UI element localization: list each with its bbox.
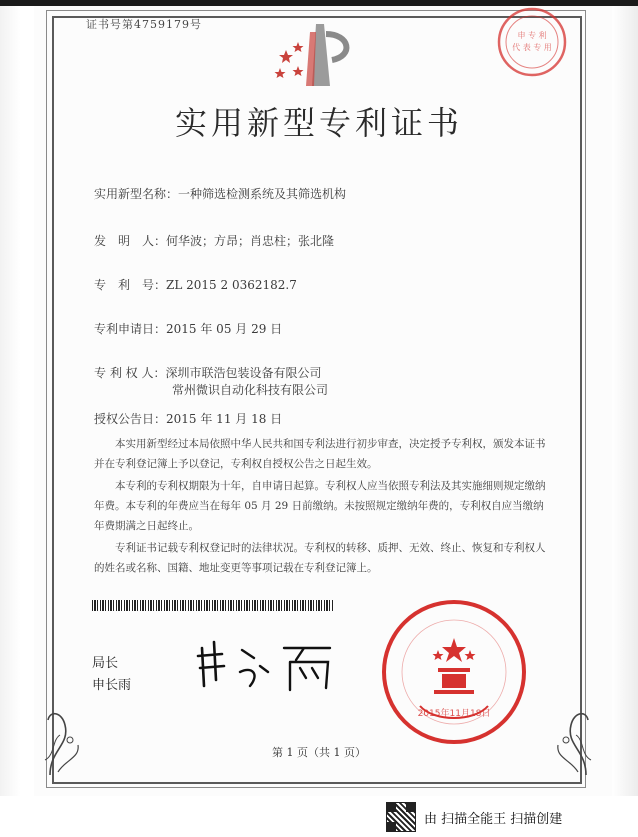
utility-model-name-row — [94, 185, 346, 202]
page-title: 实用新型专利证书 — [174, 104, 463, 142]
inventor-row — [94, 232, 334, 249]
certificate-number: 证书号第4759179号 — [86, 18, 202, 31]
director-signature — [192, 636, 342, 696]
page-footer: 第 1 页（共 1 页） — [272, 746, 366, 759]
seal-date: 2015年11月18日 — [417, 709, 491, 719]
patentee-value-1: 深圳市联浩包装设备有限公司 — [165, 366, 322, 380]
official-seal — [380, 598, 528, 746]
grant-date-value: 2015 年 11 月 18 日 — [166, 412, 283, 426]
application-date-row — [94, 320, 282, 337]
application-date-label: 专利申请日： — [94, 322, 167, 336]
svg-text:代 表 专 用: 代 表 专 用 — [512, 43, 552, 52]
left-background — [0, 6, 34, 796]
corner-ornament-bottom-right — [546, 700, 596, 780]
corner-ornament-bottom-left — [40, 700, 90, 780]
grant-date-row — [94, 410, 282, 427]
corner-stamp — [494, 6, 570, 78]
right-background — [612, 6, 638, 796]
grant-date-label: 授权公告日： — [94, 412, 167, 426]
barcode — [92, 600, 334, 611]
patentee-label: 专 利 权 人： — [94, 366, 166, 380]
inventor-label: 发 明 人： — [94, 234, 167, 248]
patentee-value-2: 常州微识自动化科技有限公司 — [172, 383, 329, 397]
director-title: 局长 — [92, 656, 119, 671]
application-date-value: 2015 年 05 月 29 日 — [166, 322, 283, 336]
patent-office-logo — [272, 20, 368, 90]
body-paragraph-1: 本实用新型经过本局依照中华人民共和国专利法进行初步审查，决定授予专利权，颁发本证书并在专利登记簿上予以登记，专利权自授权公告之日起生效。 — [94, 438, 546, 470]
patent-number-value: ZL 2015 2 0362182.7 — [166, 278, 297, 292]
utility-model-name-label: 实用新型名称： — [94, 187, 179, 201]
svg-text:申 专 利: 申 专 利 — [517, 31, 547, 40]
patentee-row — [94, 364, 321, 381]
utility-model-name-value: 一种筛选检测系统及其筛选机构 — [178, 187, 347, 201]
patent-number-label: 专 利 号： — [94, 278, 167, 292]
qr-code-icon — [386, 802, 416, 832]
scan-footer-text: 由 扫描全能王 扫描创建 — [424, 812, 563, 827]
body-paragraph-3: 专利证书记载专利权登记时的法律状况。专利权的转移、质押、无效、终止、恢复和专利权人的姓名或名称、国籍、地址变更等事项记载在专利登记簿上。 — [94, 542, 546, 574]
inventor-value: 何华波；方昂；肖忠柱；张北隆 — [166, 234, 335, 248]
patent-number-row — [94, 276, 297, 293]
director-name: 申长雨 — [92, 678, 132, 693]
body-paragraph-2: 本专利的专利权期限为十年，自申请日起算。专利权人应当依照专利法及其实施细则规定缴纳年费。本专利的年费应当在每年 05 月 29 日前缴纳。未按照规定缴纳年费的，专利权自应当缴纳年费期满之日起终止。 — [94, 480, 546, 532]
